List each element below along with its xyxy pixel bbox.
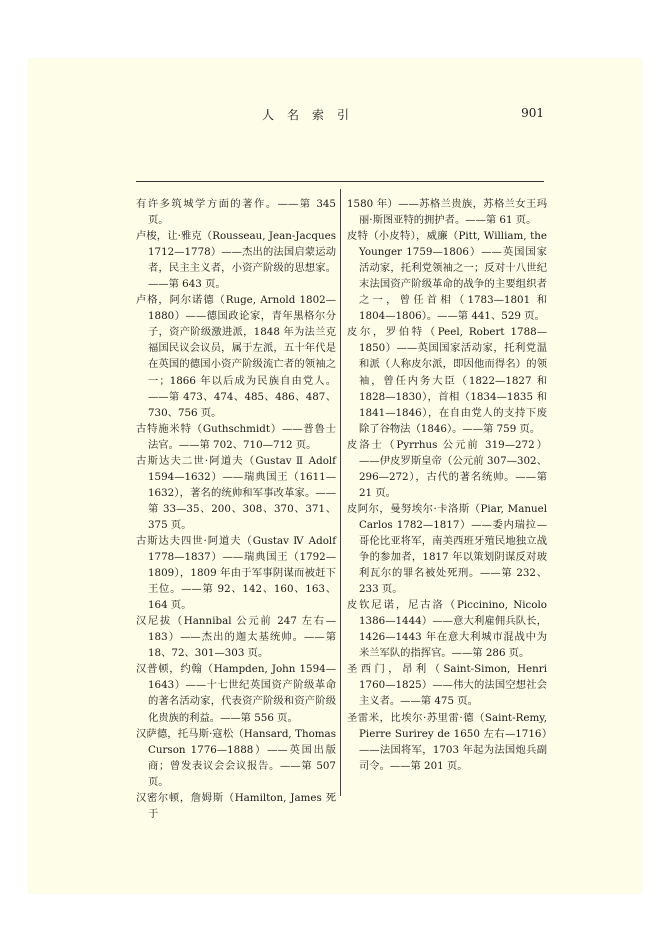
right-column (347, 196, 547, 774)
column-divider (340, 189, 341, 796)
index-entry: 有许多筑城学方面的著作。——第 345 页。 (136, 198, 336, 227)
index-entry: 汉普顿，约翰（Hampden, John 1594—1643）——十七世纪英国资产阶级革命的著名活动家，代表资产阶级和资产阶级化贵族的利益。——第 556 页。 (136, 663, 336, 724)
index-entry: 古斯达夫二世·阿道夫（Gustav Ⅱ Adolf 1594—1632）——瑞典国王（1611—1632），著名的统帅和军事改革家。——第 33—35、200、308、370、371、375 页。 (136, 454, 336, 531)
header-rule (136, 181, 544, 182)
index-entry: 1580 年）——苏格兰贵族，苏格兰女王玛丽·斯图亚特的拥护者。——第 61 页。 (347, 198, 547, 227)
index-entry: 皮钦尼诺，尼古洛（Piccinino, Nicolo 1386—1444）——意大利雇佣兵队长，1426—1443 年在意大利城市混战中为米兰军队的指挥官。——第 286 页。 (347, 599, 547, 660)
index-entry: 圣雷米，比埃尔·苏里雷·德（Saint-Remy, Pierre Surirey de 1650 左右—1716）——法国将军，1703 年起为法国炮兵副司令。——第 201 页。 (347, 711, 547, 772)
index-entry: 皮阿尔，曼努埃尔·卡洛斯（Piar, Manuel Carlos 1782—1817）——委内瑞拉—哥伦比亚将军，南美西班牙殖民地独立战争的参加者，1817 年以策划阴谋反对玻利瓦尔的罪名被处死刑。——第 232、233 页。 (347, 502, 547, 596)
left-column (136, 196, 336, 822)
index-entry: 汉密尔顿，詹姆斯（Hamilton, James 死于 (136, 791, 336, 820)
index-entry: 汉萨德，托马斯·寇松（Hansard, Thomas Curson 1776—1888）——英国出版商；曾发表议会会议报告。——第 507 页。 (136, 727, 336, 788)
page-number: 901 (521, 106, 544, 120)
index-entry: 皮特（小皮特），威廉（Pitt, William, the Younger 1759—1806）——英国国家活动家，托利党领袖之一；反对十八世纪末法国资产阶级革命的战争的主要组织者之一，曾任首相（1783—1801 和 1804—1806）。——第 441、529 页。 (347, 230, 547, 323)
index-entry: 卢梭，让·雅克（Rousseau, Jean-Jacques 1712—1778）——杰出的法国启蒙运动者，民主主义者，小资产阶级的思想家。——第 643 页。 (136, 230, 336, 291)
index-entry: 圣西门，昂利（Saint-Simon, Henri 1760—1825）——伟大的法国空想社会主义者。——第 475 页。 (347, 663, 547, 708)
header-title: 人名索引 (262, 108, 363, 122)
index-entry: 皮尔，罗伯特（Peel, Robert 1788—1850）——英国国家活动家，托利党温和派（人称皮尔派，即因他而得名）的领袖，曾任内务大臣（1822—1827 和 1828—1830），首相（1834—1835 和 1841—1846），在自由党人的支持下废除了谷物法（1846）。——第 759 页。 (347, 326, 547, 435)
index-entry: 卢格，阿尔诺德（Ruge, Arnold 1802—1880）——德国政论家，青年黑格尔分子，资产阶级激进派，1848 年为法兰克福国民议会议员，属于左派，五十年代是在英国的德国小资产阶级流亡者的领袖之一；1866 年以后成为民族自由党人。——第 473、474、485、486、487、730、756 页。 (136, 294, 336, 419)
index-entry: 皮洛士（Pyrrhus 公元前 319—272）——伊皮罗斯皇帝（公元前 307—302、296—272），古代的著名统帅。——第 21 页。 (347, 438, 547, 499)
running-header (107, 104, 544, 124)
index-entry: 汉尼拔（Hannibal 公元前 247 左右—183）——杰出的迦太基统帅。——第 18、72、301—303 页。 (136, 615, 336, 660)
index-entry: 古特施米特（Guthschmidt）——普鲁士法官。——第 702、710—712 页。 (136, 422, 336, 451)
index-entry: 古斯达夫四世·阿道夫（Gustav Ⅳ Adolf 1778—1837）——瑞典国王（1792—1809），1809 年由于军事阴谋而被赶下王位。——第 92、142、160、163、164 页。 (136, 534, 336, 612)
